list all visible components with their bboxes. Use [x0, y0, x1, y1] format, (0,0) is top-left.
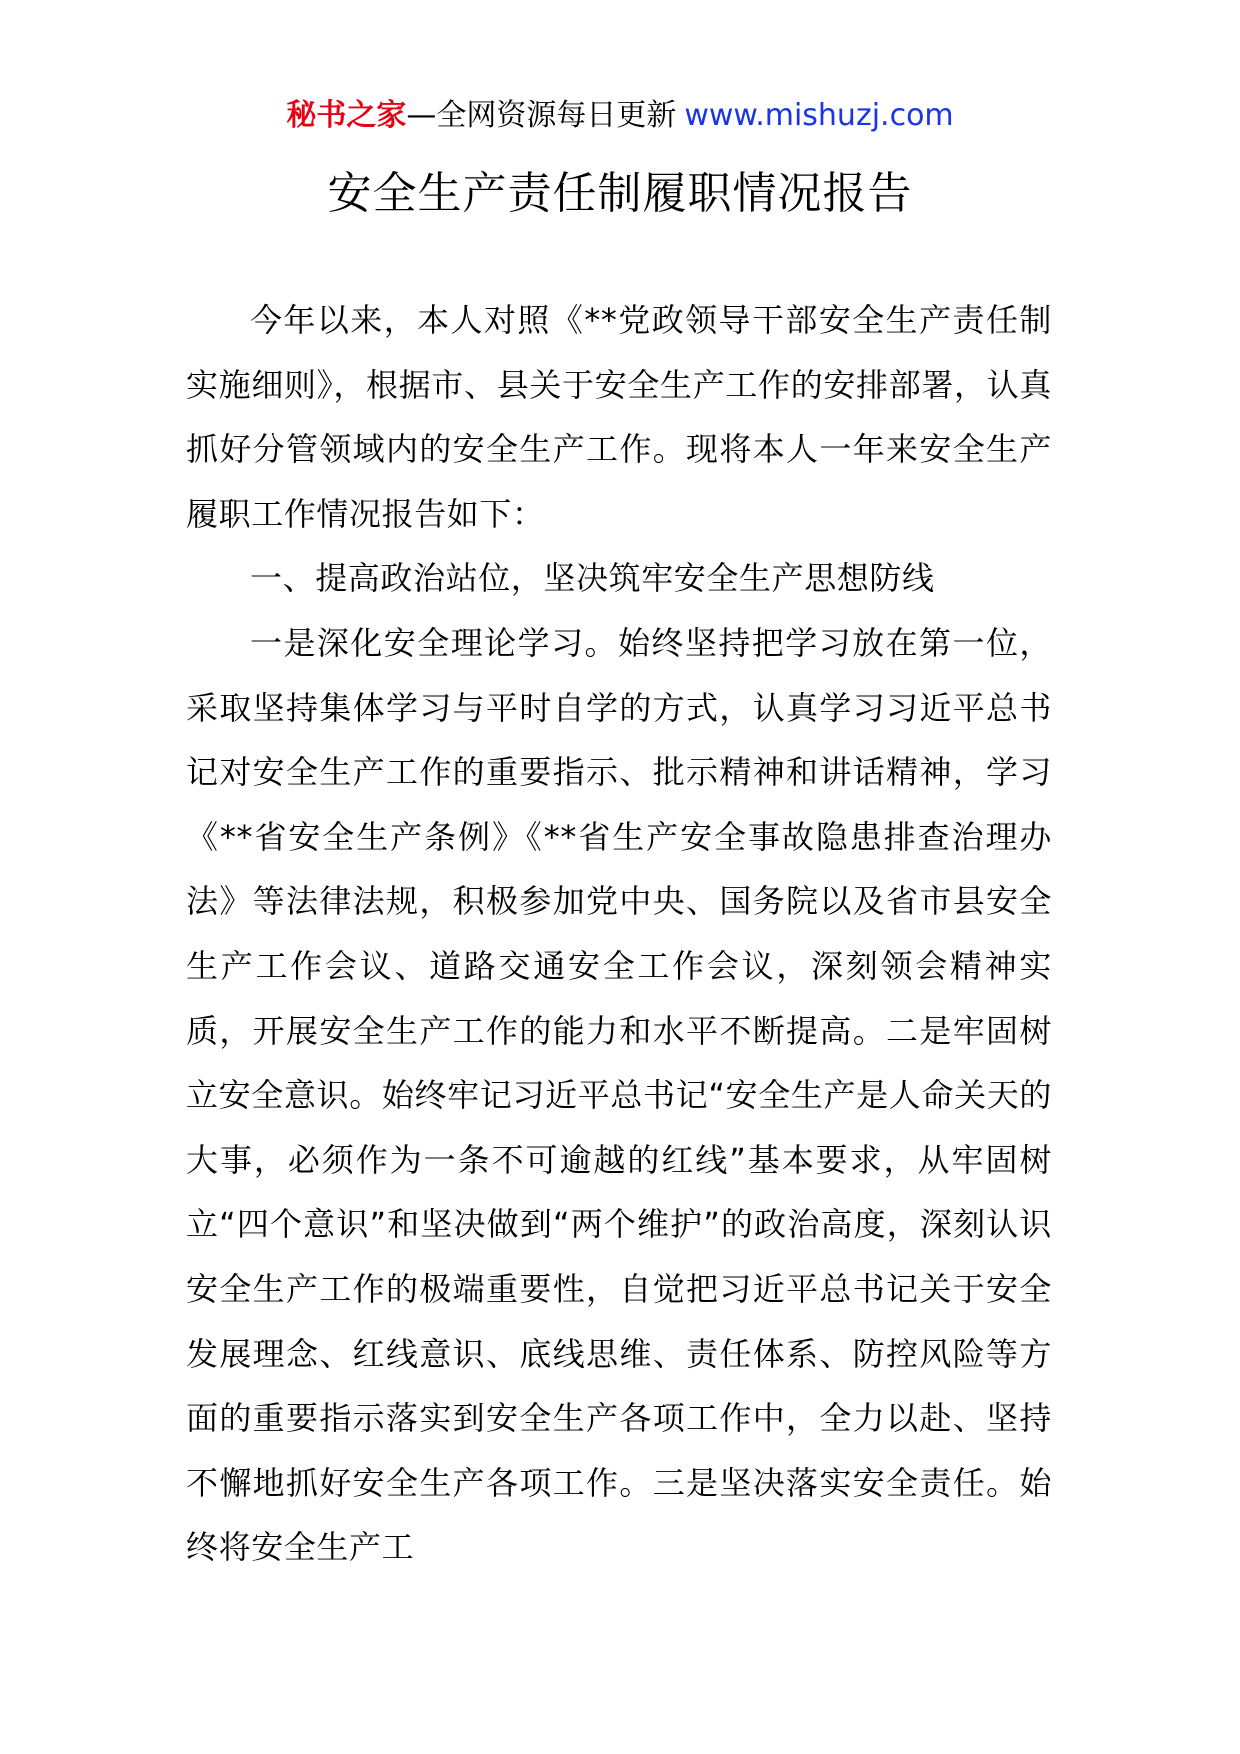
body-paragraph: 一是深化安全理论学习。始终坚持把学习放在第一位，采取坚持集体学习与平时自学的方式，认真学习习近平总书记对安全生产工作的重要指示、批示精神和讲话精神，学习《**省安全生产条例》《**省生产安全事故隐患排查治理办法》等法律法规，积极参加党中央、国务院以及省市县安全生产工作会议、道路交通安全工作会议，深刻领会精神实质，开展安全生产工作的能力和水平不断提高。二是牢固树立安全意识。始终牢记习近平总书记“安全生产是人命关天的大事，必须作为一条不可逾越的红线”基本要求，从牢固树立“四个意识”和坚决做到“两个维护”的政治高度，深刻认识安全生产工作的极端重要性，自觉把习近平总书记关于安全发展理念、红线意识、底线思维、责任体系、防控风险等方面的重要指示落实到安全生产各项工作中，全力以赴、坚持不懈地抓好安全生产各项工作。三是坚决落实安全责任。始终将安全生产工 [186, 623, 1052, 1567]
document-title: 安全生产责任制履职情况报告 [327, 168, 913, 219]
site-url-link[interactable]: www.mishuzj.com [684, 98, 954, 133]
brand-slogan: —全网资源每日更新 [406, 98, 677, 133]
site-watermark-header [0, 96, 1240, 136]
document-body [186, 288, 1052, 1580]
intro-paragraph: 今年以来，本人对照《**党政领导干部安全生产责任制实施细则》，根据市、县关于安全生产工作的安排部署，认真抓好分管领域内的安全生产工作。现将本人一年来安全生产履职工作情况报告如下： [186, 301, 1052, 533]
brand-name: 秘书之家 [286, 98, 407, 133]
section-heading: 一、提高政治站位，坚决筑牢安全生产思想防线 [250, 559, 935, 598]
